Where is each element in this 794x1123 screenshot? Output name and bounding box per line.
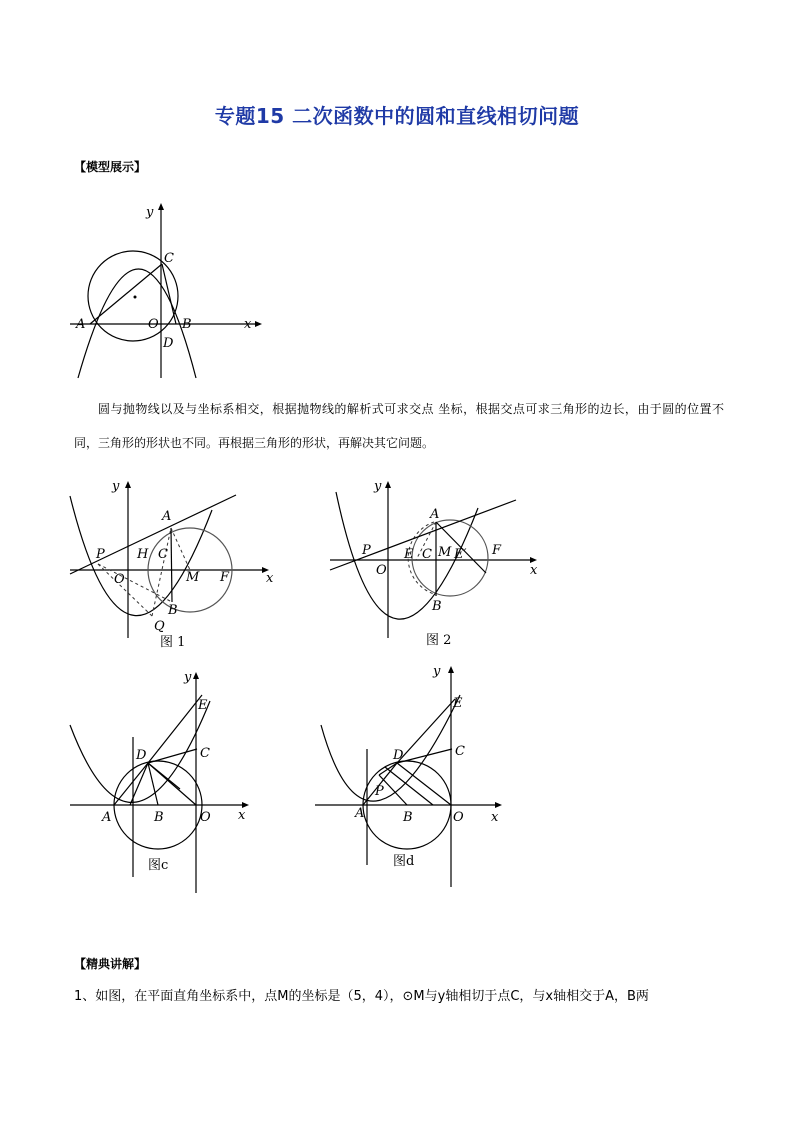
label-c: C [422, 547, 432, 562]
figure-c-caption: 图c [148, 858, 169, 873]
figure-1-caption: 图 1 [160, 635, 186, 650]
parabola [321, 695, 460, 801]
figure-1 [70, 478, 290, 648]
label-m: M [438, 545, 452, 560]
segment-pq-dotted [98, 564, 152, 616]
figure-d-caption: 图d [393, 854, 415, 869]
label-p: P [362, 543, 371, 558]
label-c: C [158, 547, 168, 562]
segment-dc [397, 749, 452, 763]
model-paragraph: 圆与抛物线以及与坐标系相交，根据抛物线的解析式可求交点 坐标，根据交点可求三角形的边长，由于圆的位置不同，三角形的形状也不同。再根据三角形的形状，再解决其它问题。 [74, 402, 724, 450]
label-y: y [146, 205, 154, 220]
problem-1-text: 1、如图，在平面直角坐标系中，点M的坐标是（5，4），⊙M与y轴相切于点C，与x轴相交于A，B两 [74, 989, 649, 1004]
y-axis-arrow [385, 481, 391, 488]
label-o: O [453, 810, 464, 825]
label-b: B [168, 603, 178, 618]
tangent-de [397, 699, 455, 763]
figure-model [70, 200, 270, 390]
label-a: A [430, 507, 440, 522]
tangent-line [70, 495, 236, 574]
label-o: O [200, 810, 211, 825]
segment-am-dotted [171, 528, 190, 570]
label-b: B [432, 599, 442, 614]
label-m: M [186, 570, 200, 585]
label-o: O [148, 317, 159, 332]
label-b: B [182, 317, 192, 332]
label-x: x [238, 808, 246, 823]
label-d: D [163, 336, 174, 351]
label-c: C [455, 744, 465, 759]
section-label-examples: 【精典讲解】 [74, 957, 147, 971]
figure-c [70, 665, 270, 895]
label-a: A [355, 806, 365, 821]
label-e-prime: E′ [454, 547, 467, 562]
label-f: F [220, 570, 230, 585]
label-e: E [404, 547, 414, 562]
label-x: x [530, 563, 538, 578]
label-h: H [137, 547, 149, 562]
label-d: D [136, 748, 147, 763]
label-x: x [244, 317, 252, 332]
label-y: y [184, 670, 192, 685]
label-p: P [96, 547, 105, 562]
label-e: E [198, 698, 208, 713]
y-axis-arrow [193, 672, 199, 679]
page-title: 专题15 二次函数中的圆和直线相切问题 [214, 104, 580, 128]
segment-cb [162, 264, 176, 324]
label-d: D [393, 748, 404, 763]
label-o: O [114, 572, 125, 587]
segment-dc [148, 749, 197, 763]
label-p: P [375, 784, 384, 799]
figure-2 [330, 478, 550, 648]
figure-2-caption: 图 2 [426, 633, 452, 648]
segment-ac [90, 264, 162, 324]
label-b: B [403, 810, 413, 825]
label-q: Q [154, 619, 165, 634]
label-a: A [102, 810, 112, 825]
segment-d2 [148, 763, 196, 805]
label-y: y [374, 479, 382, 494]
label-c: C [164, 251, 174, 266]
y-axis-arrow [448, 666, 454, 673]
label-a: A [76, 317, 86, 332]
x-axis-arrow [495, 802, 502, 808]
circle-center [134, 296, 137, 299]
label-x: x [491, 810, 499, 825]
section-label-model: 【模型展示】 [74, 160, 147, 174]
label-o: O [376, 563, 387, 578]
label-b: B [154, 810, 164, 825]
label-y: y [112, 479, 120, 494]
label-c: C [200, 746, 210, 761]
label-x: x [266, 571, 274, 586]
label-a: A [162, 509, 172, 524]
y-axis-arrow [158, 203, 164, 210]
label-y: y [433, 664, 441, 679]
tangent-de [148, 695, 202, 763]
label-e: E [453, 696, 463, 711]
label-f: F [492, 543, 502, 558]
y-axis-arrow [125, 481, 131, 488]
x-axis-arrow [255, 321, 262, 327]
figure-d [315, 665, 525, 895]
